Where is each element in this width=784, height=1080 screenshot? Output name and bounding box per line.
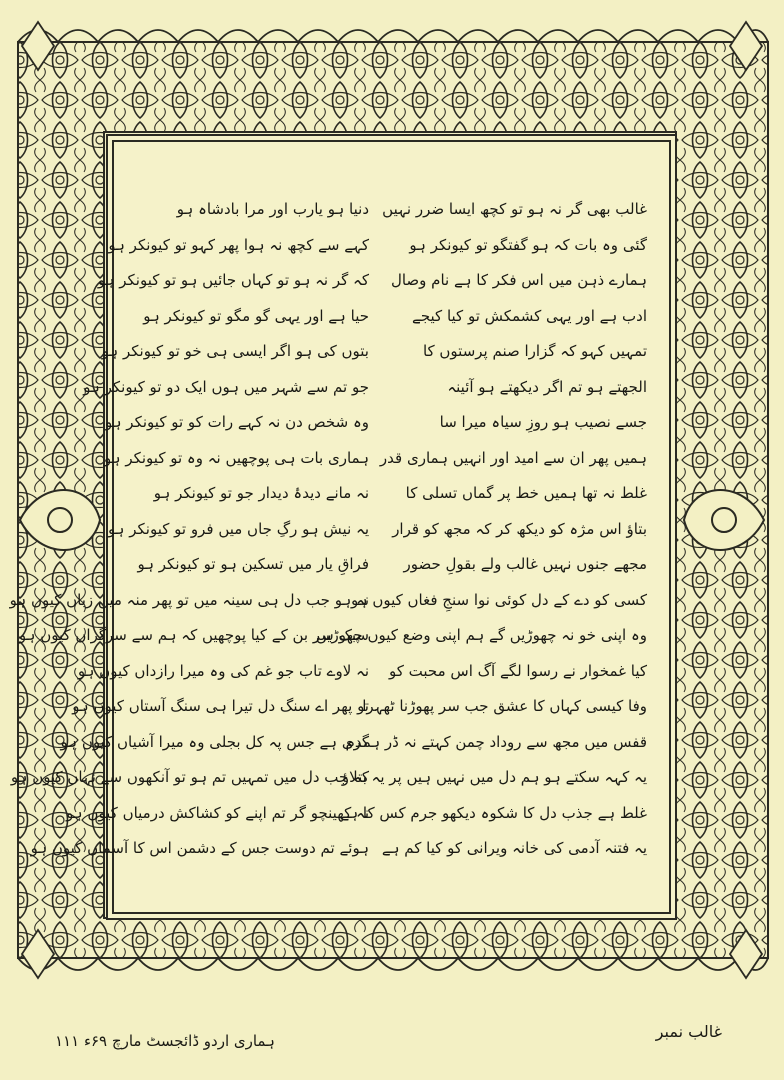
- text-panel: [9, 140, 671, 914]
- verse-line: کہ گر نہ ہو تو کہاں جائیں ہو تو کیونکر ہو: [97, 271, 369, 289]
- verse-line: الجھتے ہو تم اگر دیکھتے ہو آئینہ: [447, 377, 647, 396]
- verse-line: نہ مانے دیدۂ دیدار جو تو کیونکر ہو: [153, 484, 369, 502]
- poem-column-left: [9, 192, 369, 867]
- verse-line: تو پھر اے سنگ دل تیرا ہی سنگ آستاں کیوں ہو: [72, 697, 369, 715]
- verse-line: گری ہے جس پہ کل بجلی وہ میرا آشیاں کیوں ہو: [60, 732, 369, 751]
- verse-line: کیا غمخوار نے رسوا لگے آگ اس محبت کو: [388, 661, 647, 680]
- verse-line: مجھے جنوں نہیں غالب ولے بقولِ حضور: [403, 555, 647, 573]
- footer-magazine-info: ہماری اردو ڈائجسٹ مارچ ۶۹ء ۱۱۱: [55, 1032, 275, 1050]
- verse-line: حیا ہے اور یہی گو مگو تو کیونکر ہو: [143, 306, 369, 325]
- verse-line: یہ فتنہ آدمی کی خانہ ویرانی کو کیا کم ہے: [381, 839, 647, 857]
- verse-line: غالب بھی گر نہ ہو تو کچھ ایسا ضرر نہیں: [382, 200, 647, 218]
- verse-line: ہمیں پھر ان سے امید اور انہیں ہماری قدر: [379, 448, 647, 467]
- verse-line: تمہیں کہو کہ گزارا صنم پرستوں کا: [422, 342, 647, 360]
- verse-line: سبک سر بن کے کیا پوچھیں کہ ہم سے سرگراں کیوں ہو: [18, 626, 369, 644]
- verse-line: ادب ہے اور یہی کشمکش تو کیا کیجے: [412, 306, 647, 325]
- verse-line: جسے نصیب ہو روزِ سیاہ میرا سا: [439, 413, 647, 431]
- verse-line: گئی وہ بات کہ ہو گفتگو تو کیونکر ہو: [409, 235, 647, 254]
- verse-line: یہ کہہ سکتے ہو ہم دل میں نہیں ہیں پر یہ بتلاؤ: [341, 768, 647, 786]
- verse-line: وہ شخص دن نہ کہے رات کو تو کیونکر ہو: [105, 413, 369, 431]
- verse-line: وہ اپنی خو نہ چھوڑیں گے ہم اپنی وضع کیوں چھوڑیں: [315, 626, 647, 644]
- verse-line: نہ کھینچو گر تم اپنے کو کشاکش درمیاں کیوں ہو: [66, 803, 369, 822]
- verse-line: دنیا ہو یارب اور مرا بادشاہ ہو: [176, 200, 369, 218]
- verse-line: قفس میں مجھ سے روداد چمن کہتے نہ ڈر ہمدم: [345, 732, 647, 751]
- poem-column-right: [315, 192, 647, 867]
- verse-line: وفا کیسی کہاں کا عشق جب سر پھوڑنا ٹھہرا: [362, 697, 647, 715]
- verse-line: کہے سے کچھ نہ ہوا پھر کہو تو کیونکر ہو: [108, 235, 369, 254]
- verse-line: نہ ہو جب دل ہی سینہ میں تو پھر منہ میں زباں کیوں ہو: [9, 590, 369, 609]
- verse-line: ہمارے ذہن میں اس فکر کا ہے نام وصال: [390, 271, 647, 289]
- verse-line: بتوں کی ہو اگر ایسی ہی خو تو کیونکر ہو: [101, 342, 369, 360]
- verse-line: کہ جب دل میں تمہیں تم ہو تو آنکھوں سے نہاں کیوں ہو: [10, 768, 369, 786]
- verse-line: ہوئے تم دوست جس کے دشمن اس کا آسماں کیوں ہو: [30, 839, 369, 857]
- verse-line: یہ نیش ہو رگِ جاں میں فرو تو کیونکر ہو: [107, 519, 369, 538]
- verse-line: فراقِ یار میں تسکین ہو تو کیونکر ہو: [137, 555, 369, 573]
- verse-line: کسی کو دے کے دل کوئی نوا سنجِ فغاں کیوں ہو: [351, 590, 647, 609]
- verse-line: نہ لاوے تاب جو غم کی وہ میرا رازداں کیوں ہو: [77, 661, 369, 680]
- verse-line: جو تم سے شہر میں ہوں ایک دو تو کیونکر ہو: [83, 377, 369, 396]
- verse-line: غلط ہے جذب دل کا شکوہ دیکھو جرم کس کا ہے: [340, 803, 647, 822]
- footer-section-title: غالب نمبر: [655, 1022, 722, 1041]
- verse-line: غلط نہ تھا ہمیں خط پر گماں تسلی کا: [405, 484, 647, 502]
- verse-line: بتاؤ اس مژہ کو دیکھ کر کہ مجھ کو قرار: [392, 519, 647, 538]
- verse-line: ہماری بات ہی پوچھیں نہ وہ تو کیونکر ہو: [104, 448, 369, 467]
